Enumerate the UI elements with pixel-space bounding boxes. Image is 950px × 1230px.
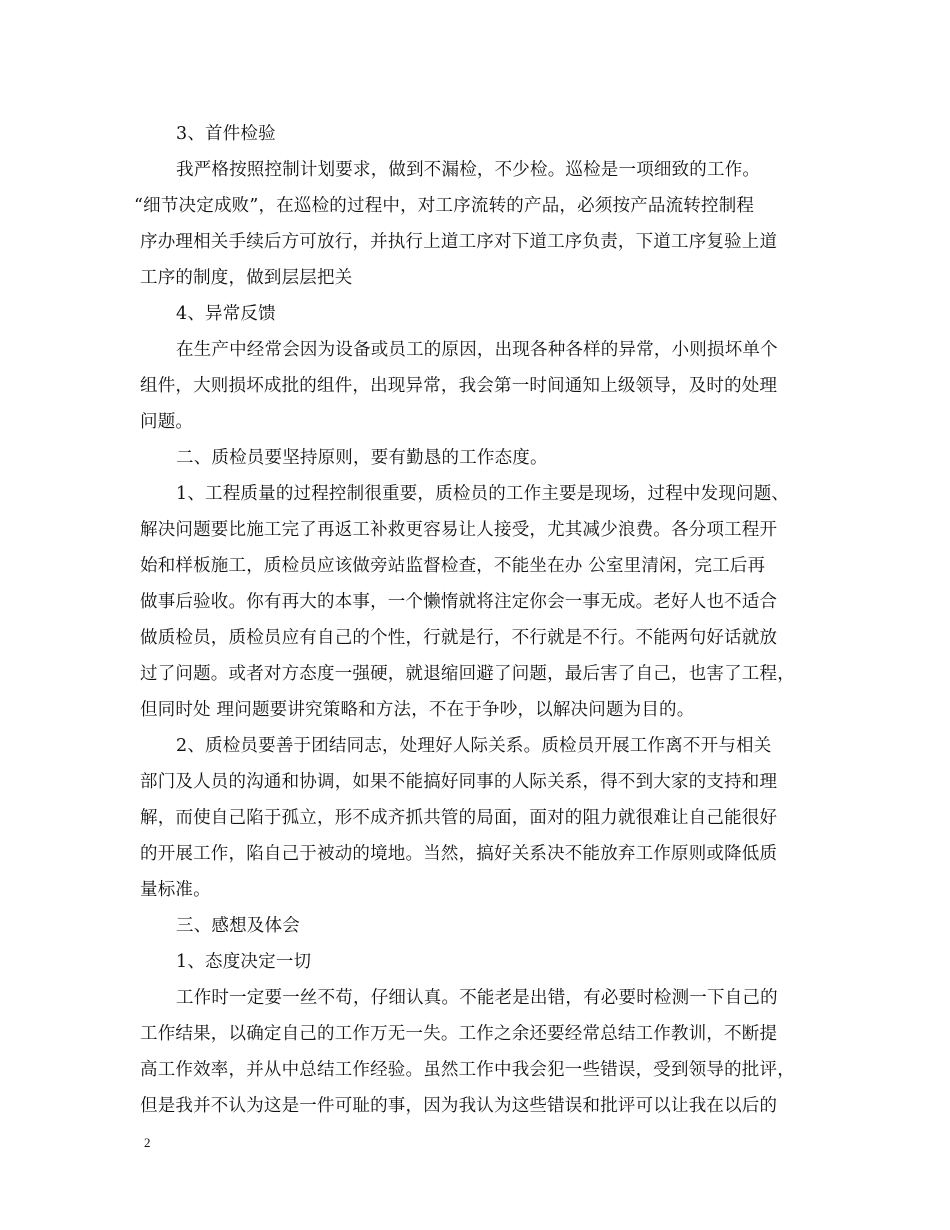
paragraph-line: 但是我并不认为这是一件可耻的事，因为我认为这些错误和批评可以让我在以后的 xyxy=(140,1096,778,1116)
paragraph-line: 我严格按照控制计划要求，做到不漏检，不少检。巡检是一项细致的工作。 xyxy=(176,160,761,180)
paragraph-line: 过了问题。或者对方态度一强硬，就退缩回避了问题，最后害了自己，也害了工程， xyxy=(140,664,795,684)
paragraph-line: 解，而使自己陷于孤立，形不成齐抓共管的局面，面对的阻力就很难让自己能很好 xyxy=(140,808,778,828)
paragraph-line: 但同时处 理问题要讲究策略和方法，不在于争吵，以解决问题为目的。 xyxy=(140,700,695,720)
section-heading-principles: 二、质检员要坚持原则，要有勤恳的工作态度。 xyxy=(176,448,548,468)
paragraph-line: 问题。 xyxy=(140,412,194,432)
paragraph-line: 做质检员，质检员应有自己的个性，行就是行，不行就是不行。不能两句好话就放 xyxy=(140,628,778,648)
paragraph-line: 解决问题要比施工完了再返工补救更容易让人接受，尤其减少浪费。各分项工程开 xyxy=(140,520,778,540)
paragraph-line: 的开展工作，陷自己于被动的境地。当然，搞好关系决不能放弃工作原则或降低质 xyxy=(140,844,778,864)
paragraph-line: 组件，大则损坏成批的组件，出现异常，我会第一时间通知上级领导，及时的处理 xyxy=(140,376,778,396)
paragraph-line: 序办理相关手续后方可放行，并执行上道工序对下道工序负责，下道工序复验上道 xyxy=(140,232,778,252)
paragraph-line: 做事后验收。你有再大的本事，一个懒惰就将注定你会一事无成。老好人也不适合 xyxy=(140,592,778,612)
paragraph-line: 部门及人员的沟通和协调，如果不能搞好同事的人际关系，得不到大家的支持和理 xyxy=(140,772,778,792)
paragraph-line: “细节决定成败”，在巡检的过程中，对工序流转的产品，必须按产品流转控制程 xyxy=(134,196,755,216)
section-heading-reflections: 三、感想及体会 xyxy=(176,916,300,936)
paragraph-line: 工序的制度，做到层层把关 xyxy=(140,268,353,288)
paragraph-line: 工作结果，以确定自己的工作万无一失。工作之余还要经常总结工作教训，不断提 xyxy=(140,1024,778,1044)
page-number: 2 xyxy=(144,1135,151,1150)
paragraph-line: 工作时一定要一丝不苟，仔细认真。不能老是出错，有必要时检测一下自己的 xyxy=(176,988,778,1008)
heading-attitude: 1、态度决定一切 xyxy=(176,952,312,972)
heading-first-article-inspection: 3、首件检验 xyxy=(176,124,276,144)
paragraph-line: 1、工程质量的过程控制很重要，质检员的工作主要是现场，过程中发现问题、 xyxy=(176,484,790,504)
paragraph-line: 在生产中经常会因为设备或员工的原因，出现各种各样的异常，小则损坏单个 xyxy=(176,340,778,360)
paragraph-line: 始和样板施工，质检员应该做旁站监督检查，不能坐在办 公室里清闲，完工后再 xyxy=(140,556,766,576)
heading-exception-feedback: 4、异常反馈 xyxy=(176,304,276,324)
paragraph-line: 高工作效率，并从中总结工作经验。虽然工作中我会犯一些错误，受到领导的批评， xyxy=(140,1060,795,1080)
paragraph-line: 2、质检员要善于团结同志，处理好人际关系。质检员开展工作离不开与相关 xyxy=(176,736,772,756)
paragraph-line: 量标准。 xyxy=(140,880,211,900)
